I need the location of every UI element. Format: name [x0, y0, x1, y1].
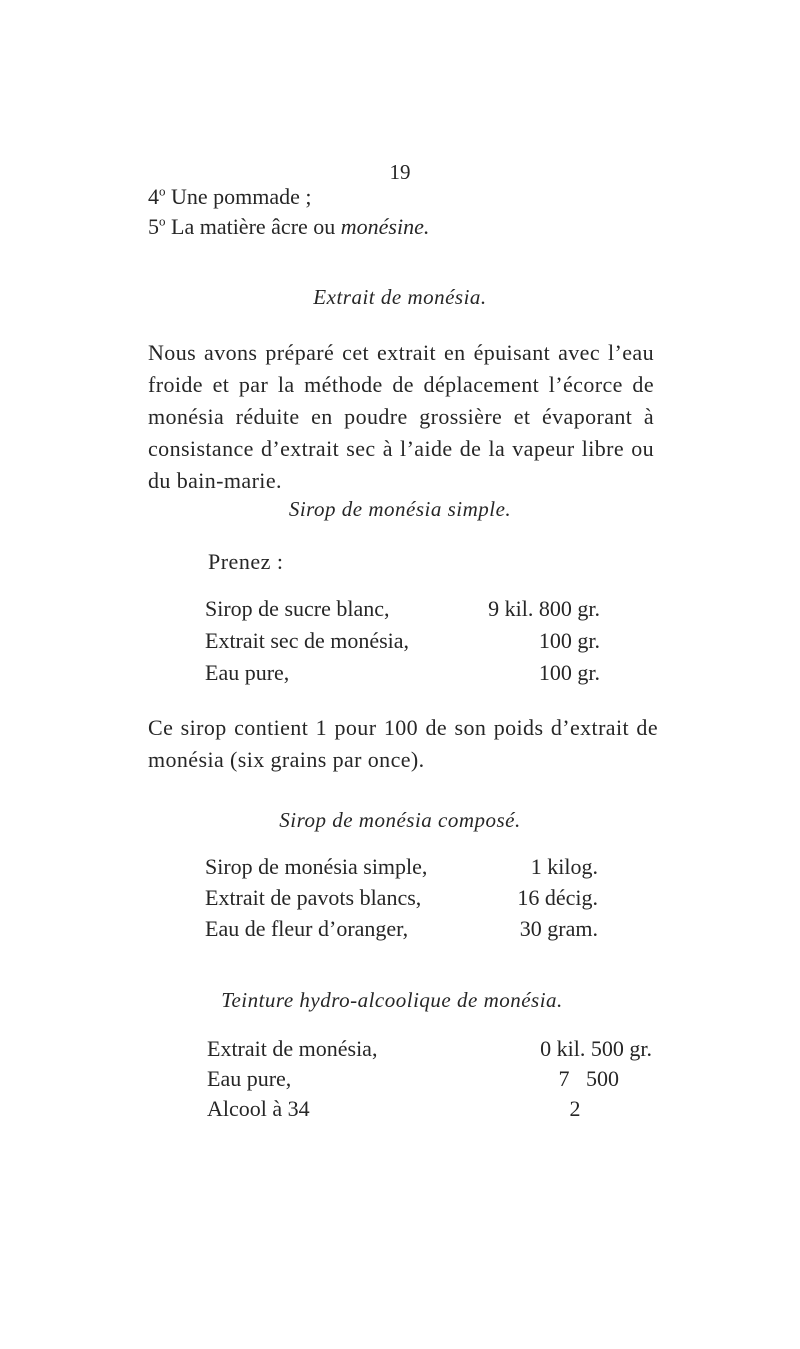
- list-item-4: [148, 184, 312, 210]
- ingredient-name: Eau de fleur d’oranger,: [205, 916, 409, 941]
- recipe-row: [205, 596, 600, 628]
- ingredient-name: Extrait de pavots blancs,: [205, 885, 422, 910]
- list-item-number: 4$^o$: [148, 183, 166, 209]
- list-item-5: [148, 214, 429, 240]
- ingredient-name: Extrait de monésia,: [207, 1036, 378, 1061]
- ingredient-amount: 0 kil. 500 gr.: [540, 1036, 652, 1061]
- heading-sirop-simple: Sirop de monésia simple.: [288, 497, 512, 521]
- ingredient-name: Extrait sec de monésia,: [205, 628, 410, 653]
- prenez-label: Prenez :: [208, 549, 284, 574]
- ingredient-name: Sirop de sucre blanc,: [205, 596, 390, 621]
- ingredient-name: Alcool à 34: [207, 1096, 310, 1121]
- recipe-row: [205, 916, 598, 948]
- ingredient-amount: 100 gr.: [538, 628, 600, 653]
- heading-extrait: Extrait de monésia.: [313, 285, 487, 309]
- recipe-row: [205, 628, 600, 660]
- page-number: 19: [389, 160, 411, 184]
- recipe-row: [205, 660, 600, 692]
- list-item-number: 5$^o$: [148, 213, 166, 239]
- ingredient-name: Eau pure,: [207, 1066, 292, 1091]
- recipe-row: [207, 1036, 652, 1068]
- recipe-row: [207, 1066, 652, 1098]
- paragraph-sirop-note: Ce sirop contient 1 pour 100 de son poids d’extrait de monésia (six grains par once).: [148, 715, 658, 772]
- list-item-text: La matière âcre ou: [165, 214, 341, 239]
- heading-teinture: Teinture hydro-alcoolique de monésia.: [221, 988, 563, 1012]
- ingredient-amount: 9 kil. 800 gr.: [488, 596, 600, 621]
- heading-sirop-compose: Sirop de monésia composé.: [279, 808, 521, 832]
- ingredient-amount: 7 500: [558, 1066, 652, 1091]
- paragraph-extrait: Nous avons préparé cet extrait en épuisant avec l’eau froide et par la méthode de déplacement l’écorce de monésia réduite en poudre grossière et évaporant à consistance d’extrait sec à l’aide de la vapeur libre ou du bain-marie.: [148, 340, 654, 493]
- recipe-row: [207, 1096, 652, 1128]
- ingredient-amount: 30 gram.: [519, 916, 598, 941]
- ingredient-amount: 2: [569, 1096, 652, 1121]
- recipe-row: [205, 885, 598, 917]
- list-item-text: Une pommade ;: [165, 184, 312, 209]
- ingredient-name: Sirop de monésia simple,: [205, 854, 428, 879]
- ingredient-amount: 100 gr.: [538, 660, 600, 685]
- ingredient-name: Eau pure,: [205, 660, 290, 685]
- ingredient-amount: 1 kilog.: [530, 854, 598, 879]
- ingredient-amount: 16 décig.: [517, 885, 598, 910]
- recipe-row: [205, 854, 598, 886]
- list-item-italic-text: monésine.: [340, 214, 430, 239]
